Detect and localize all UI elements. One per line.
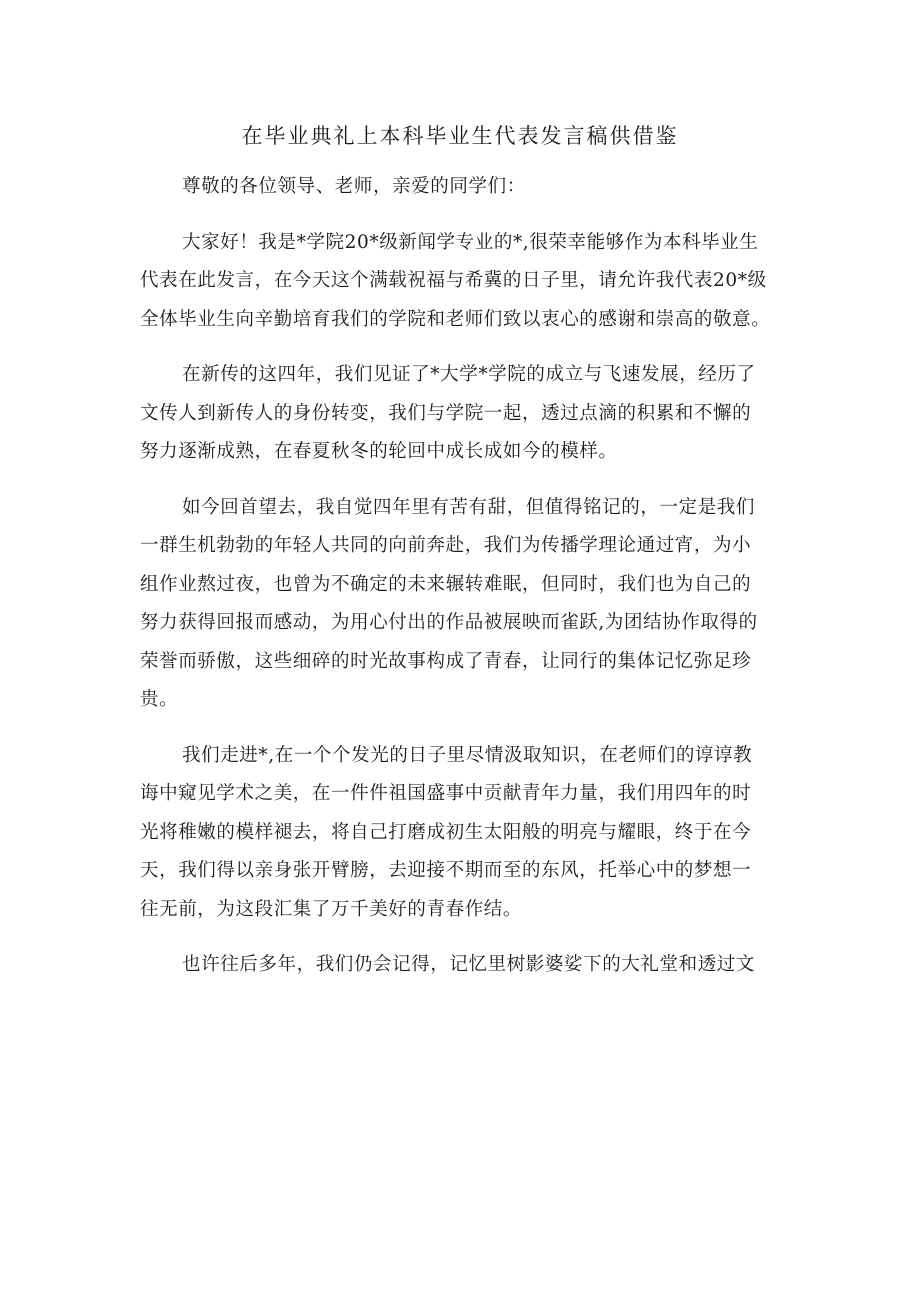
text-line: 大家好！我是*学院20*级新闻学专业的*,很荣幸能够作为本科毕业生 — [182, 231, 759, 253]
body-paragraph — [140, 737, 804, 930]
text-line: 努力获得回报而感动，为用心付出的作品被展映而雀跃,为团结协作取得的 — [140, 612, 758, 633]
text-line: 尊敬的各位领导、老师，亲爱的同学们： — [182, 176, 526, 197]
text-line: 也许往后多年，我们仍会记得，记忆里树影婆娑下的大礼堂和透过文 — [182, 954, 756, 975]
text-line: 贵。 — [140, 689, 179, 710]
document-body — [140, 168, 804, 985]
salutation-paragraph — [140, 168, 804, 207]
text-line: 荣誉而骄傲，这些细碎的时光故事构成了青春，让同行的集体记忆弥足珍 — [140, 650, 752, 672]
text-line: 我们走进*,在一个个发光的日子里尽情汲取知识，在老师们的谆谆教 — [182, 744, 753, 766]
body-paragraph — [140, 224, 804, 340]
text-line: 一群生机勃勃的年轻人共同的向前奔赴，我们为传播学理论通过宵，为小 — [140, 535, 752, 556]
text-line: 如今回首望去，我自觉四年里有苦有甜，但值得铭记的，一定是我们 — [182, 496, 756, 518]
text-line: 文传人到新传人的身份转变，我们与学院一起，透过点滴的积累和不懈的 — [140, 402, 752, 424]
text-line: 组作业熬过夜，也曾为不确定的未来辗转难眠，但同时，我们也为自己的 — [140, 573, 752, 595]
text-line: 往无前，为这段汇集了万千美好的青春作结。 — [140, 898, 523, 920]
text-line: 光将稚嫩的模样褪去，将自己打磨成初生太阳般的明亮与耀眼，终于在今 — [140, 821, 752, 843]
text-line: 诲中窥见学术之美，在一件件祖国盛事中贡献青年力量，我们用四年的时 — [140, 783, 752, 804]
text-line: 全体毕业生向辛勤培育我们的学院和老师们致以衷心的感谢和崇高的敬意。 — [140, 308, 771, 330]
body-paragraph — [140, 356, 804, 472]
body-paragraph — [140, 489, 804, 720]
text-line: 天，我们得以亲身张开臂膀，去迎接不期而至的东风，托举心中的梦想一 — [140, 860, 752, 881]
document-title: 在毕业典礼上本科毕业生代表发言稿供借鉴 — [241, 124, 679, 148]
text-line: 代表在此发言，在今天这个满载祝福与希冀的日子里，请允许我代表20*级 — [140, 270, 767, 291]
text-line: 在新传的这四年，我们见证了*大学*学院的成立与飞速发展，经历了 — [182, 364, 756, 385]
text-line: 努力逐渐成熟，在春夏秋冬的轮回中成长成如今的模样。 — [140, 441, 618, 462]
body-paragraph — [140, 946, 804, 985]
